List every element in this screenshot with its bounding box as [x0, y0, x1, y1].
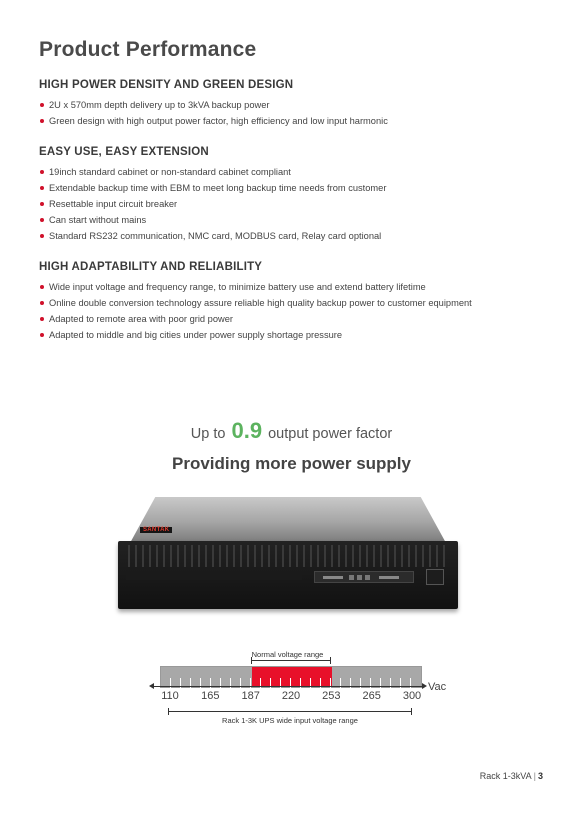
vent-slat	[338, 545, 340, 567]
vent-slat	[128, 545, 130, 567]
normal-range-bracket	[251, 660, 332, 661]
footer-product: Rack 1-3kVA	[479, 771, 532, 781]
vent-slat	[380, 545, 382, 567]
power-factor-value: 0.9	[231, 418, 263, 443]
vent-slat	[170, 545, 172, 567]
vent-slat	[142, 545, 144, 567]
vent-slat	[261, 545, 263, 567]
vent-slat	[149, 545, 151, 567]
section-heading: HIGH POWER DENSITY AND GREEN DESIGN	[39, 79, 294, 91]
vent-slat	[303, 545, 305, 567]
vent-slat	[282, 545, 284, 567]
vent-slat	[401, 545, 403, 567]
tick-label: 220	[281, 690, 301, 702]
section-power-density	[39, 79, 559, 129]
page-footer	[480, 771, 543, 781]
ups-top-cover	[130, 497, 446, 543]
bullet-list	[39, 279, 559, 343]
tick-label: 265	[362, 690, 381, 702]
vent-slat	[156, 545, 158, 567]
vent-slat	[387, 545, 389, 567]
vent-slat	[254, 545, 256, 567]
vent-slat	[394, 545, 396, 567]
vent-slat	[345, 545, 347, 567]
vent-slat	[191, 545, 193, 567]
vent-slat	[310, 545, 312, 567]
range-caption: Rack 1-3K UPS wide input voltage range	[222, 716, 358, 725]
list-item: Resettable input circuit breaker	[39, 196, 559, 212]
tick-label: 110	[161, 690, 179, 702]
section-heading: EASY USE, EASY EXTENSION	[39, 146, 209, 158]
tick-label: 253	[322, 690, 341, 702]
wide-range-bracket	[168, 711, 412, 712]
list-item: Wide input voltage and frequency range, to minimize battery use and extend battery lifetime	[39, 279, 559, 295]
ups-device-image	[118, 497, 458, 613]
vent-slat	[366, 545, 368, 567]
normal-range-label: Normal voltage range	[251, 650, 324, 659]
panel-button	[357, 575, 362, 580]
status-led	[323, 576, 343, 579]
vent-slat	[422, 545, 424, 567]
vent-slat	[268, 545, 270, 567]
vent-slat	[373, 545, 375, 567]
footer-separator: |	[533, 771, 536, 781]
axis-unit: Vac	[428, 681, 447, 693]
voltage-range-diagram	[150, 648, 450, 728]
vent-slat	[359, 545, 361, 567]
section-adaptability	[39, 261, 559, 343]
list-item: Standard RS232 communication, NMC card, MODBUS card, Relay card optional	[39, 228, 559, 244]
section-heading: HIGH ADAPTABILITY AND RELIABILITY	[39, 261, 263, 273]
vent-slat	[429, 545, 431, 567]
power-factor-line	[0, 418, 583, 444]
list-item: 19inch standard cabinet or non-standard cabinet compliant	[39, 164, 559, 180]
vent-slat	[352, 545, 354, 567]
tagline: Providing more power supply	[172, 454, 411, 473]
list-item: 2U x 570mm depth delivery up to 3kVA backup power	[39, 97, 559, 113]
vent-slat	[317, 545, 319, 567]
vent-slat	[296, 545, 298, 567]
vent-slat	[324, 545, 326, 567]
brand-plate	[126, 571, 302, 580]
vent-slat	[198, 545, 200, 567]
vent-slat	[226, 545, 228, 567]
vent-slat	[408, 545, 410, 567]
tick-label: 300	[402, 690, 422, 702]
panel-button	[349, 575, 354, 580]
power-factor-prefix: Up to	[190, 426, 226, 442]
voltage-axis	[152, 686, 424, 687]
status-led	[379, 576, 399, 579]
vent-slat	[184, 545, 186, 567]
list-item: Green design with high output power factor, high efficiency and low input harmonic	[39, 113, 559, 129]
vent-slat	[212, 545, 214, 567]
vent-slat	[436, 545, 438, 567]
bullet-list	[39, 164, 559, 244]
tick-label: 165	[201, 690, 220, 702]
vent-slat	[443, 545, 445, 567]
vent-slat	[240, 545, 242, 567]
tick-label: 187	[241, 690, 260, 702]
page-title: Product Performance	[39, 38, 257, 61]
power-factor-suffix: output power factor	[268, 426, 393, 442]
vent-slat	[247, 545, 249, 567]
list-item: Adapted to middle and big cities under power supply shortage pressure	[39, 327, 559, 343]
vent-slat	[205, 545, 207, 567]
vent-slat	[219, 545, 221, 567]
vent-slat	[275, 545, 277, 567]
section-easy-use	[39, 146, 559, 244]
page-number: 3	[537, 771, 543, 781]
list-item: Can start without mains	[39, 212, 559, 228]
ups-front-panel	[118, 541, 458, 609]
panel-button	[365, 575, 370, 580]
vent-slat	[177, 545, 179, 567]
vent-slat	[415, 545, 417, 567]
bullet-list	[39, 97, 559, 129]
list-item: Extendable backup time with EBM to meet long backup time needs from customer	[39, 180, 559, 196]
brand-logo: SANTAK	[140, 527, 172, 533]
vent-slat	[289, 545, 291, 567]
vent-slat	[163, 545, 165, 567]
list-item: Adapted to remote area with poor grid power	[39, 311, 559, 327]
vent-slat	[135, 545, 137, 567]
usb-port	[426, 569, 444, 585]
list-item: Online double conversion technology assure reliable high quality backup power to customer equipment	[39, 295, 559, 311]
vent-slat	[331, 545, 333, 567]
vent-slat	[233, 545, 235, 567]
control-panel	[314, 571, 414, 583]
